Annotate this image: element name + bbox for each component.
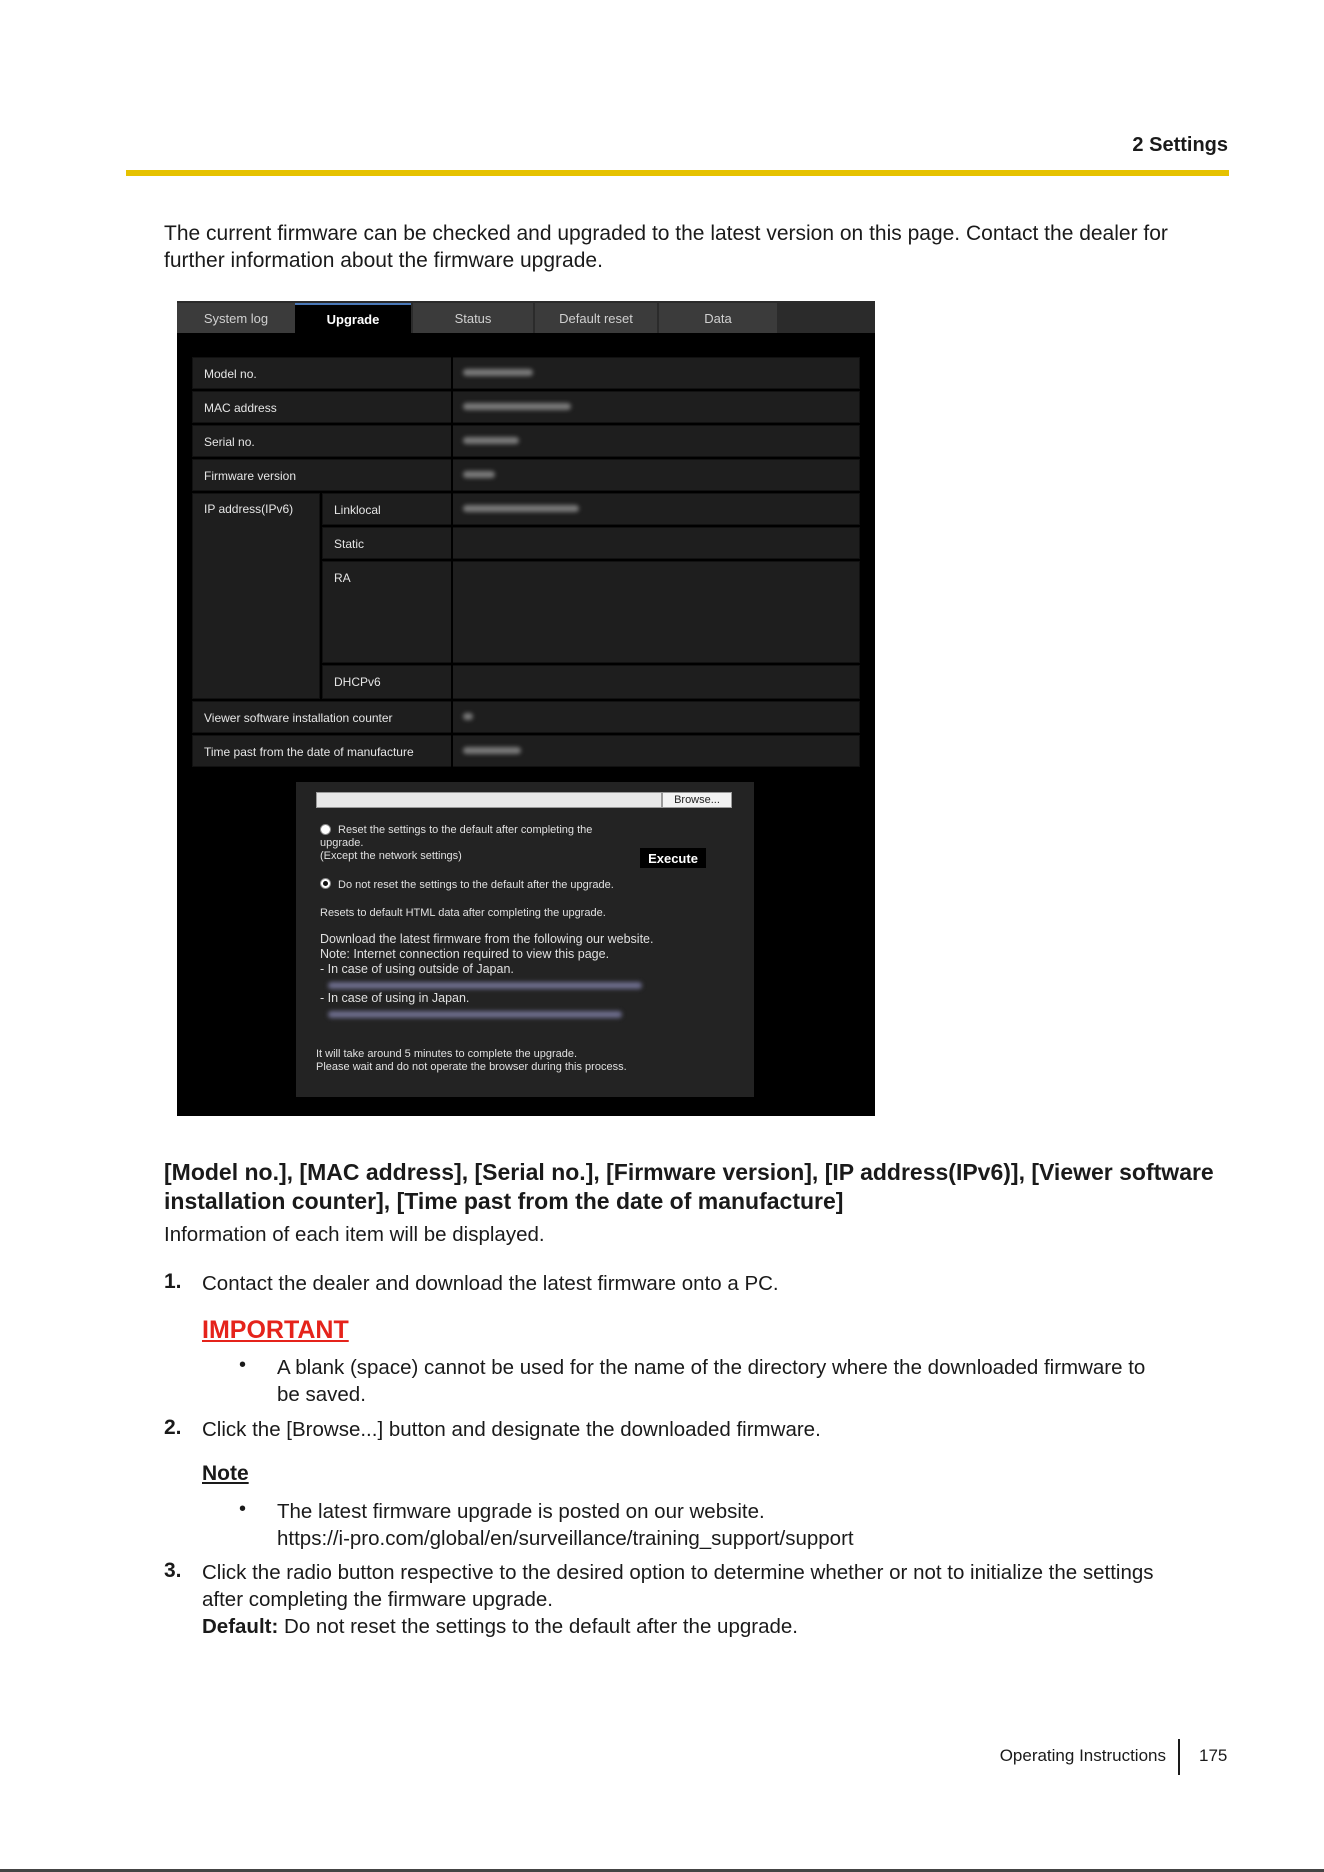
divider <box>451 665 453 699</box>
execute-button[interactable]: Execute <box>640 848 706 868</box>
radio-do-not-reset[interactable] <box>320 878 331 889</box>
step-3-number: 3. <box>164 1559 182 1582</box>
row-model-no-label: Model no. <box>204 367 257 381</box>
tab-data[interactable]: Data <box>659 303 777 333</box>
footer-divider <box>1178 1739 1180 1775</box>
row-static <box>322 527 860 559</box>
default-label: Default: <box>202 1615 279 1638</box>
step-3-text-1: Click the radio button respective to the desired option to determine whether or not to initialize the settings <box>202 1561 1154 1584</box>
row-ra <box>322 561 860 663</box>
tab-system-log[interactable]: System log <box>177 303 295 333</box>
important-text-2: be saved. <box>277 1383 366 1406</box>
row-linklocal-label: Linklocal <box>334 503 381 517</box>
page-number: 175 <box>1199 1746 1228 1765</box>
redacted-link[interactable] <box>328 982 642 989</box>
divider <box>451 391 453 423</box>
section-title: 2 Settings <box>1132 134 1228 156</box>
step-3-text-2: after completing the firmware upgrade. <box>202 1588 553 1611</box>
row-ip-address-group <box>192 493 320 699</box>
row-linklocal <box>322 493 860 525</box>
redacted-value <box>463 471 495 478</box>
download-note-1: Download the latest firmware from the following our website. <box>320 932 654 946</box>
row-firmware-version-label: Firmware version <box>204 469 297 483</box>
divider <box>451 459 453 491</box>
step-1-number: 1. <box>164 1270 182 1293</box>
divider <box>451 735 453 767</box>
note-label: Note <box>202 1462 249 1485</box>
divider <box>451 701 453 733</box>
items-description: Information of each item will be displayed. <box>164 1223 545 1246</box>
redacted-value <box>463 437 519 444</box>
footer-label: Operating Instructions <box>999 1746 1166 1765</box>
wait-note-1: It will take around 5 minutes to complete the upgrade. <box>316 1048 578 1060</box>
redacted-value <box>463 369 533 376</box>
step-3-default <box>202 1613 798 1640</box>
radio-reset-label-2: upgrade. <box>320 837 364 849</box>
step-1-text: Contact the dealer and download the latest firmware onto a PC. <box>202 1272 779 1295</box>
wait-note-2: Please wait and do not operate the browser during this process. <box>316 1061 627 1073</box>
radio-do-not-reset-label: Do not reset the settings to the default after the upgrade. <box>338 879 614 891</box>
bullet: • <box>239 1354 247 1376</box>
divider <box>451 527 453 559</box>
redacted-value <box>463 505 579 512</box>
row-dhcpv6 <box>322 665 860 699</box>
download-note-2: Note: Internet connection required to view this page. <box>320 947 610 961</box>
redacted-value <box>463 403 571 410</box>
radio-reset-label-1: Reset the settings to the default after completing the <box>338 824 593 836</box>
redacted-value <box>463 747 521 754</box>
redacted-link[interactable] <box>328 1011 622 1018</box>
row-serial-no-label: Serial no. <box>204 435 255 449</box>
tab-default-reset[interactable]: Default reset <box>535 303 657 333</box>
row-time-past-label: Time past from the date of manufacture <box>204 745 414 759</box>
note-url: https://i-pro.com/global/en/surveillance/training_support/support <box>277 1527 854 1550</box>
header-rule <box>126 170 1229 176</box>
important-label: IMPORTANT <box>202 1316 349 1344</box>
row-serial-no <box>192 425 860 457</box>
row-ra-label: RA <box>334 571 351 585</box>
radio-reset-settings[interactable] <box>320 824 331 835</box>
divider <box>451 493 453 525</box>
row-mac-address-label: MAC address <box>204 401 277 415</box>
note-text-1: The latest firmware upgrade is posted on our website. <box>277 1500 765 1523</box>
radio-reset-label-3: (Except the network settings) <box>320 850 462 862</box>
step-2-text: Click the [Browse...] button and designate the downloaded firmware. <box>202 1418 821 1441</box>
row-ip-address-label: IP address(IPv6) <box>204 502 294 516</box>
divider <box>451 561 453 663</box>
row-dhcpv6-label: DHCPv6 <box>334 675 381 689</box>
row-static-label: Static <box>334 537 365 551</box>
divider <box>451 357 453 389</box>
tab-bar <box>177 301 875 333</box>
divider <box>451 425 453 457</box>
browse-button[interactable]: Browse... <box>662 792 732 808</box>
redacted-value <box>463 713 473 720</box>
in-japan-note: - In case of using in Japan. <box>320 991 470 1005</box>
intro-paragraph: The current firmware can be checked and upgraded to the latest version on this page. Contact the dealer for further information about the firmware upgrade. <box>164 222 1168 272</box>
tab-upgrade[interactable]: Upgrade <box>295 303 411 333</box>
outside-japan-note: - In case of using outside of Japan. <box>320 962 514 976</box>
step-2-number: 2. <box>164 1416 182 1439</box>
bullet: • <box>239 1498 247 1520</box>
row-viewer-counter-label: Viewer software installation counter <box>204 711 393 725</box>
firmware-file-input[interactable] <box>316 792 662 808</box>
html-reset-note: Resets to default HTML data after completing the upgrade. <box>320 907 606 919</box>
tab-status[interactable]: Status <box>413 303 533 333</box>
default-value: Do not reset the settings to the default after the upgrade. <box>284 1615 798 1638</box>
items-subheading: [Model no.], [MAC address], [Serial no.], [Firmware version], [IP address(IPv6)], [Viewer software installation counter], [Time past from the date of manufacture] <box>164 1159 1214 1214</box>
upgrade-panel <box>296 782 754 1097</box>
upgrade-screenshot <box>177 301 875 1116</box>
important-text-1: A blank (space) cannot be used for the name of the directory where the downloaded firmware to <box>277 1356 1146 1379</box>
